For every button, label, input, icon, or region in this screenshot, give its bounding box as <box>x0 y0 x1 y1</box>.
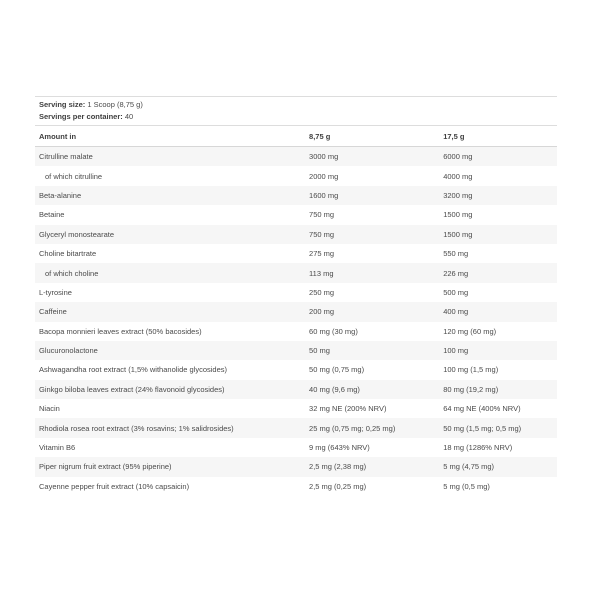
ingredient-name: Caffeine <box>39 307 67 317</box>
table-row <box>35 477 557 496</box>
amount-per-serving-1: 2,5 mg (2,38 mg) <box>309 462 367 472</box>
ingredient-name: Glucuronolactone <box>39 346 98 356</box>
amount-per-serving-2: 3200 mg <box>443 190 473 200</box>
amount-per-serving-1: 2000 mg <box>309 171 339 181</box>
ingredient-name: Bacopa monnieri leaves extract (50% bacosides) <box>39 326 202 336</box>
table-row <box>35 380 557 399</box>
amount-per-serving-2: 50 mg (1,5 mg; 0,5 mg) <box>443 423 522 433</box>
table-row <box>35 263 557 282</box>
amount-per-serving-1: 50 mg <box>309 346 330 356</box>
table-row <box>35 438 557 457</box>
table-row <box>35 360 557 379</box>
ingredient-name: Piper nigrum fruit extract (95% piperine) <box>39 462 172 472</box>
amount-per-serving-1: 60 mg (30 mg) <box>309 326 358 336</box>
amount-per-serving-1: 113 mg <box>309 268 334 278</box>
ingredient-name: Ginkgo biloba leaves extract (24% flavonoid glycosides) <box>39 384 225 394</box>
table-row <box>35 225 557 244</box>
header-serving-1: 8,75 g <box>309 131 331 141</box>
header-serving-2: 17,5 g <box>443 131 465 141</box>
ingredient-name: of which choline <box>45 268 99 278</box>
amount-per-serving-1: 2,5 mg (0,25 mg) <box>309 481 367 491</box>
ingredient-name: Beta-alanine <box>39 190 82 200</box>
table-header-row <box>35 126 557 147</box>
amount-per-serving-2: 100 mg (1,5 mg) <box>443 365 499 375</box>
ingredient-name: of which citrulline <box>45 171 103 181</box>
amount-per-serving-2: 4000 mg <box>443 171 473 181</box>
ingredient-name: Glyceryl monostearate <box>39 229 115 239</box>
amount-per-serving-2: 1500 mg <box>443 229 473 239</box>
serving-size-value: 1 Scoop (8,75 g) <box>87 100 143 109</box>
table-row <box>35 166 557 185</box>
table-row <box>35 186 557 205</box>
amount-per-serving-2: 500 mg <box>443 287 469 297</box>
facts-table-body <box>35 147 557 496</box>
amount-per-serving-2: 80 mg (19,2 mg) <box>443 384 499 394</box>
amount-per-serving-2: 64 mg NE (400% NRV) <box>443 404 521 414</box>
servings-per-container-label: Servings per container: <box>39 112 123 121</box>
serving-size-line <box>39 99 557 111</box>
amount-per-serving-1: 9 mg (643% NRV) <box>309 443 370 453</box>
amount-per-serving-1: 750 mg <box>309 210 335 220</box>
header-amount-in: Amount in <box>39 131 77 141</box>
ingredient-name: Citrulline malate <box>39 152 93 162</box>
table-row <box>35 205 557 224</box>
amount-per-serving-1: 32 mg NE (200% NRV) <box>309 404 387 414</box>
ingredient-name: L-tyrosine <box>39 287 72 297</box>
ingredient-name: Choline bitartrate <box>39 249 97 259</box>
amount-per-serving-1: 200 mg <box>309 307 335 317</box>
amount-per-serving-2: 120 mg (60 mg) <box>443 326 497 336</box>
ingredient-name: Rhodiola rosea root extract (3% rosavins; 1% salidrosides) <box>39 423 234 433</box>
amount-per-serving-1: 1600 mg <box>309 190 339 200</box>
amount-per-serving-2: 226 mg <box>443 268 469 278</box>
table-row <box>35 147 557 166</box>
amount-per-serving-2: 400 mg <box>443 307 469 317</box>
table-row <box>35 457 557 476</box>
amount-per-serving-2: 18 mg (1286% NRV) <box>443 443 513 453</box>
servings-per-container-line <box>39 111 557 123</box>
amount-per-serving-1: 3000 mg <box>309 152 339 162</box>
table-row <box>35 302 557 321</box>
amount-per-serving-2: 1500 mg <box>443 210 473 220</box>
ingredient-name: Cayenne pepper fruit extract (10% capsaicin) <box>39 481 190 491</box>
serving-info-box <box>35 96 557 126</box>
amount-per-serving-2: 100 mg <box>443 346 469 356</box>
amount-per-serving-1: 25 mg (0,75 mg; 0,25 mg) <box>309 423 396 433</box>
servings-per-container-value: 40 <box>124 112 134 121</box>
ingredient-name: Vitamin B6 <box>39 443 76 453</box>
amount-per-serving-2: 6000 mg <box>443 152 473 162</box>
table-row <box>35 341 557 360</box>
table-row <box>35 244 557 263</box>
amount-per-serving-2: 5 mg (4,75 mg) <box>443 462 495 472</box>
serving-size-label: Serving size: <box>39 100 86 109</box>
amount-per-serving-1: 40 mg (9,6 mg) <box>309 384 360 394</box>
ingredient-name: Ashwagandha root extract (1,5% withanolide glycosides) <box>39 365 228 375</box>
table-row <box>35 399 557 418</box>
amount-per-serving-1: 250 mg <box>309 287 335 297</box>
ingredient-name: Niacin <box>39 404 60 414</box>
amount-per-serving-2: 5 mg (0,5 mg) <box>443 481 490 491</box>
amount-per-serving-1: 275 mg <box>309 249 335 259</box>
amount-per-serving-2: 550 mg <box>443 249 469 259</box>
ingredient-name: Betaine <box>39 210 65 220</box>
amount-per-serving-1: 50 mg (0,75 mg) <box>309 365 365 375</box>
table-row <box>35 322 557 341</box>
table-row <box>35 283 557 302</box>
supplement-facts-panel <box>35 96 557 496</box>
amount-per-serving-1: 750 mg <box>309 229 335 239</box>
table-row <box>35 418 557 437</box>
